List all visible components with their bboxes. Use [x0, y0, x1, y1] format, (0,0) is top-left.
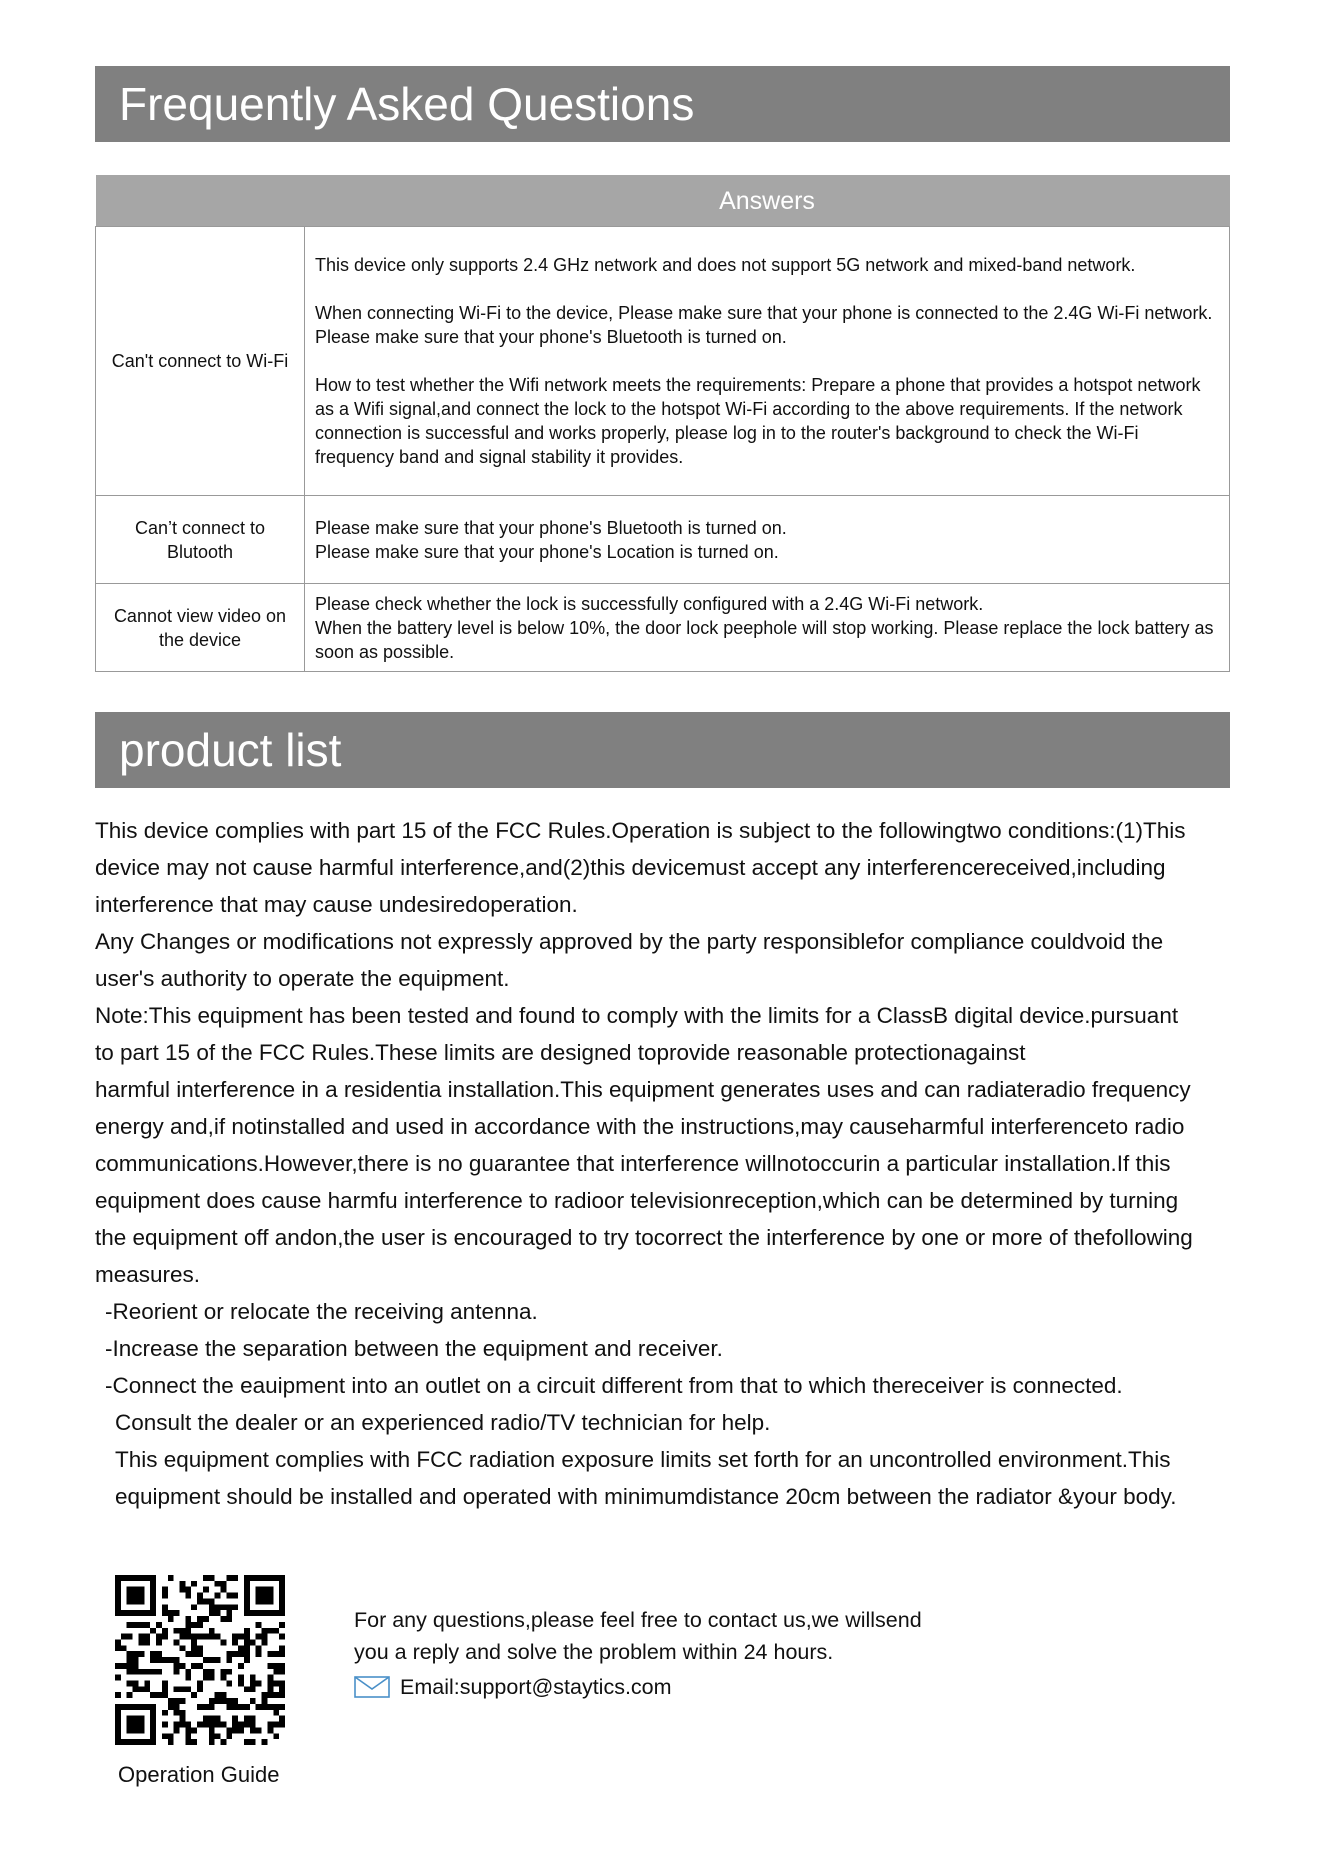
fcc-measure: -Reorient or relocate the receiving antenna.	[105, 1299, 538, 1324]
answer-paragraph: This device only supports 2.4 GHz network and does not support 5G network and mixed-band network.	[315, 255, 1136, 275]
fcc-line: measures.	[95, 1262, 201, 1287]
answer-paragraph: How to test whether the Wifi network meets the requirements: Prepare a phone that provides a hotspot network as a Wifi signal,and connect the lock to the hotspot Wi-Fi according to the above requirements. If the network connection is successful and works properly, please log in to the router's background to check the Wi-Fi frequency band and signal stability it provides.	[315, 375, 1201, 467]
fcc-line: energy and,if notinstalled and used in accordance with the instructions,may causeharmful interferenceto radio	[95, 1114, 1185, 1139]
answer-line: Please make sure that your phone's Bluetooth is turned on.	[315, 517, 787, 538]
qr-label: Operation Guide	[118, 1762, 280, 1787]
faq-heading: Frequently Asked Questions	[95, 66, 1230, 142]
fcc-measure: -Increase the separation between the equipment and receiver.	[105, 1336, 723, 1361]
faq-row-bluetooth	[96, 496, 1230, 584]
fcc-line: This equipment complies with FCC radiation exposure limits set forth for an uncontrolled environment.This	[115, 1447, 1171, 1472]
contact-line: For any questions,please feel free to contact us,we willsend	[354, 1608, 922, 1632]
fcc-line: Note:This equipment has been tested and found to comply with the limits for a ClassB digital device.pursuant	[95, 1003, 1179, 1028]
fcc-line: user's authority to operate the equipment.	[95, 966, 510, 991]
fcc-line: communications.However,there is no guarantee that interference willnotoccurin a particular installation.If this	[95, 1151, 1171, 1176]
fcc-line: interference that may cause undesiredoperation.	[95, 892, 578, 917]
answer-paragraph: When connecting Wi-Fi to the device, Please make sure that your phone is connected to the 2.4G Wi-Fi network. Please make sure that your phone's Bluetooth is turned on.	[315, 303, 1213, 347]
answer-line: Please make sure that your phone's Location is turned on.	[315, 541, 779, 562]
question-bluetooth: Can’t connect to Blutooth	[96, 496, 305, 584]
mail-icon	[354, 1676, 390, 1698]
fcc-line: This device complies with part 15 of the FCC Rules.Operation is subject to the followingtwo conditions:(1)This	[95, 818, 1186, 843]
fcc-measure: -Connect the eauipment into an outlet on a circuit different from that to which thereceiver is connected.	[105, 1373, 1123, 1398]
fcc-line: equipment does cause harmfu interference to radioor televisionreception,which can be determined by turning	[95, 1188, 1179, 1213]
fcc-line: to part 15 of the FCC Rules.These limits are designed toprovide reasonable protectionagainst	[95, 1040, 1026, 1065]
fcc-line: device may not cause harmful interference,and(2)this devicemust accept any interferencereceived,including	[95, 855, 1166, 880]
answers-header: Answers	[305, 175, 1230, 227]
faq-row-wifi	[96, 227, 1230, 496]
email-address[interactable]: Email:support@staytics.com	[400, 1675, 672, 1699]
fcc-statement	[95, 812, 1255, 1515]
faq-table	[95, 175, 1230, 672]
fcc-line: harmful interference in a residentia installation.This equipment generates uses and can radiateradio frequency	[95, 1077, 1191, 1102]
answer-line: When the battery level is below 10%, the door lock peephole will stop working. Please replace the lock battery as soon as possible.	[315, 617, 1214, 662]
email-row	[354, 1671, 922, 1703]
fcc-line: the equipment off andon,the user is encouraged to try tocorrect the interference by one or more of thefollowing	[95, 1225, 1193, 1250]
qr-code-image	[115, 1575, 285, 1745]
question-wifi: Can't connect to Wi-Fi	[96, 227, 305, 496]
faq-table-header	[96, 175, 1230, 227]
product-list-heading: product list	[95, 712, 1230, 788]
answer-video	[305, 584, 1230, 672]
answer-wifi	[305, 227, 1230, 496]
question-video: Cannot view video on the device	[96, 584, 305, 672]
fcc-line: equipment should be installed and operated with minimumdistance 20cm between the radiator &your body.	[115, 1484, 1177, 1509]
answer-line: Please check whether the lock is successfully configured with a 2.4G Wi-Fi network.	[315, 593, 984, 614]
contact-block	[354, 1604, 922, 1703]
answer-bluetooth	[305, 496, 1230, 584]
faq-row-video	[96, 584, 1230, 672]
question-column-header	[96, 175, 305, 227]
fcc-line: Consult the dealer or an experienced radio/TV technician for help.	[115, 1410, 771, 1435]
contact-line: you a reply and solve the problem within 24 hours.	[354, 1640, 834, 1664]
fcc-line: Any Changes or modifications not expressly approved by the party responsiblefor compliance couldvoid the	[95, 929, 1164, 954]
